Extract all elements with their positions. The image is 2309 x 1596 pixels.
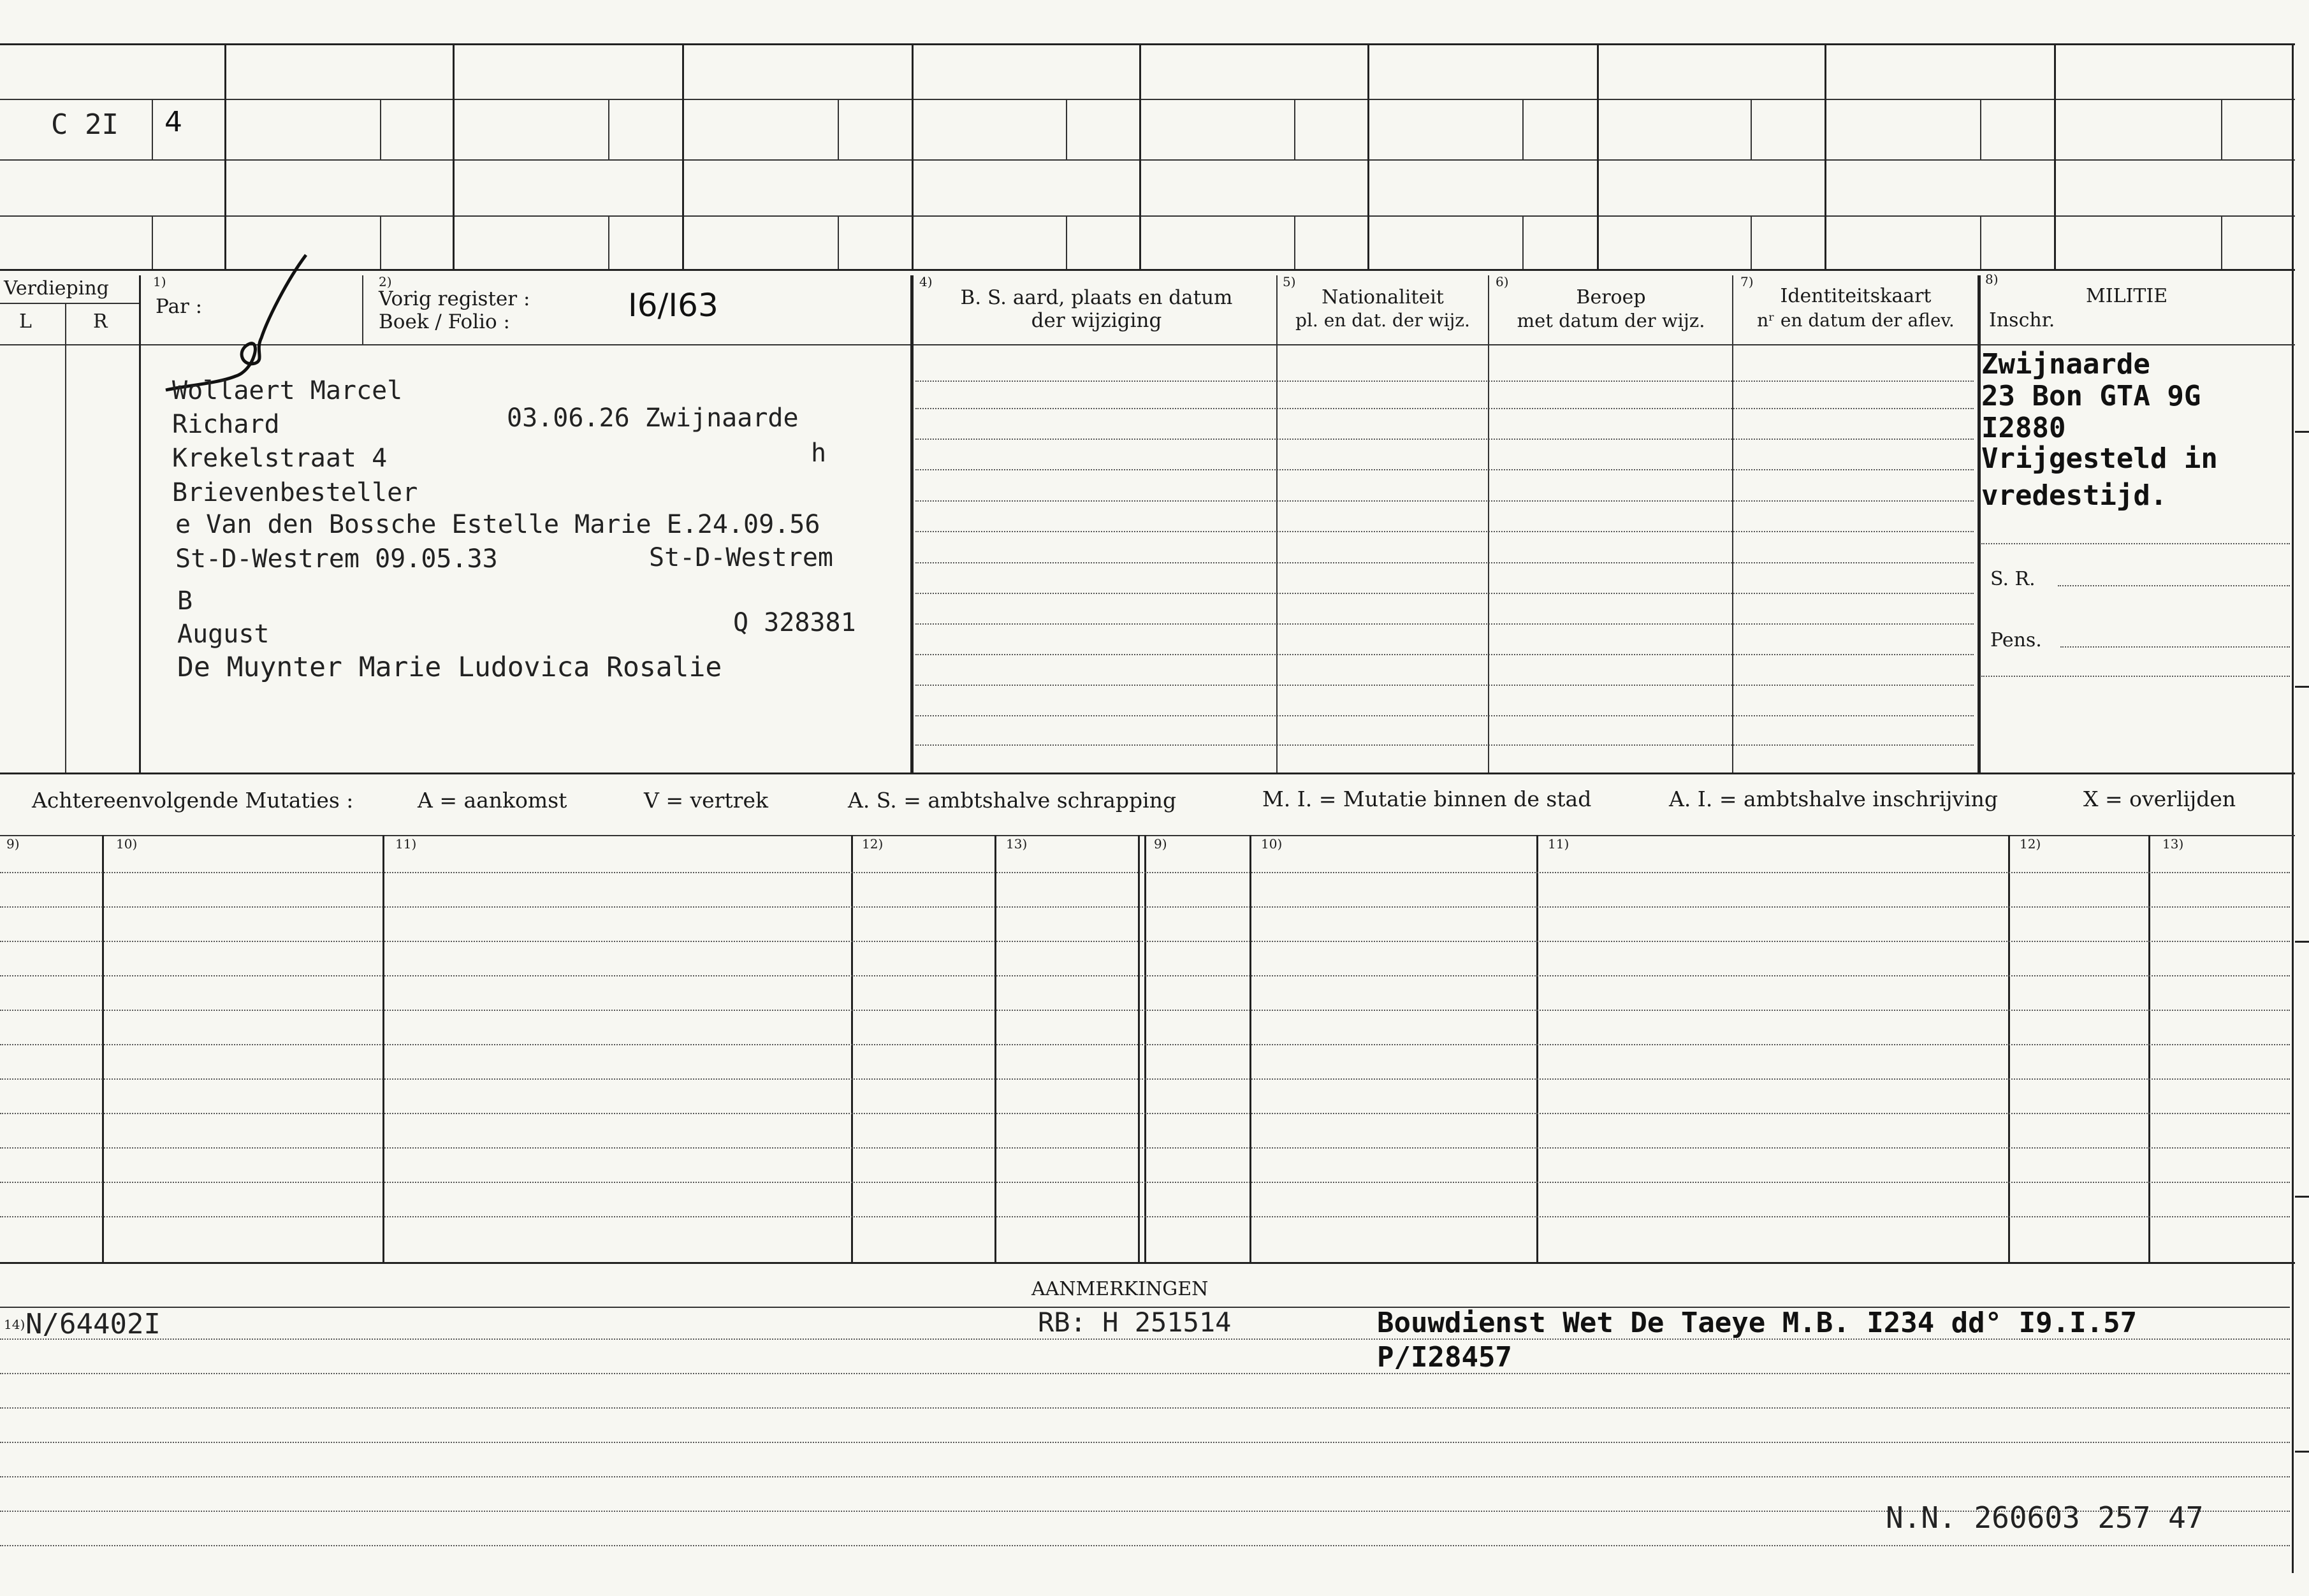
legend-x: X = overlijden [2083,787,2236,811]
col-number-8: 8) [1985,272,1999,287]
militie-line3: I2880 [1981,412,2066,444]
legend-v: V = vertrek [644,788,768,813]
militie-sr-line [2058,585,2290,586]
person-spouse: e Van den Bossche Estelle Marie E.24.09.56 [175,510,820,539]
legend-mi: M. I. = Mutatie binnen de stad [1262,787,1592,811]
person-occupation: Brievenbesteller [172,478,418,507]
remarks-number: 14) [4,1317,25,1332]
vorig-divider [362,275,363,344]
beroep-divider [1488,275,1489,773]
remarks-p-ref: P/I28457 [1377,1341,1512,1374]
remarks-rb: RB: H 251514 [1038,1307,1232,1338]
militie-rule [1981,543,2290,544]
col-l-label: L [19,310,32,333]
mut-col-11b: 11) [1548,836,1570,852]
col-number-7: 7) [1740,274,1754,289]
id-header-line2: nʳ en datum der aflev. [1757,310,1955,331]
inschr-label: Inschr. [1989,309,2055,331]
col-number-5: 5) [1283,274,1296,289]
militie-label: MILITIE [2086,285,2168,307]
person-birth: 03.06.26 Zwijnaarde [507,403,799,433]
id-divider [1732,275,1733,773]
mut-col-10a: 10) [116,836,138,852]
lr-divider [65,303,66,773]
bs-header-line2: der wijziging [1031,309,1162,332]
boek-folio-value: I6/I63 [628,287,718,324]
mut-col-10b: 10) [1261,836,1283,852]
militie-divider [1978,275,1981,773]
mutations-bottom-rule [0,1262,2295,1264]
remarks-nn: N.N. 260603 257 47 [1886,1500,2204,1535]
remarks-bouwdienst: Bouwdienst Wet De Taeye M.B. I234 dd° I9.I.57 [1377,1307,2138,1339]
mut-col-13a: 13) [1006,836,1028,852]
vorig-register-label: Vorig register : [379,287,530,310]
col-number-2: 2) [379,274,392,289]
person-name: Wollaert Marcel [172,376,403,405]
beroep-header-line2: met datum der wijz. [1517,310,1705,331]
militie-sr-label: S. R. [1990,568,2036,590]
verdieping-label: Verdieping [4,277,109,300]
person-h-mark: h [811,439,827,468]
legend-title: Achtereenvolgende Mutaties : [32,788,354,813]
beroep-header-line1: Beroep [1576,286,1646,308]
bs-header-line1: B. S. aard, plaats en datum [960,286,1233,309]
person-spouse-place: St-D-Westrem [649,543,833,572]
boek-folio-label: Boek / Folio : [379,310,510,333]
person-street: Krekelstraat 4 [172,444,388,473]
militie-line5: vredestijd. [1981,479,2167,512]
person-mother: De Muynter Marie Ludovica Rosalie [177,651,722,683]
card-code: C 2I [51,108,119,141]
mut-col-13b: 13) [2162,836,2184,852]
remarks-ref: N/64402I [25,1308,161,1340]
mut-col-12a: 12) [862,836,884,852]
person-b-mark: B [177,586,193,616]
legend-as: A. S. = ambtshalve schrapping [848,788,1177,813]
par-signature [159,242,312,395]
militie-rule2 [1981,676,2290,677]
nat-divider [1276,275,1278,773]
verdieping-rule [0,303,140,304]
legend-ai: A. I. = ambtshalve inschrijving [1669,787,1999,811]
mut-col-11a: 11) [395,836,417,852]
nat-header-line1: Nationaliteit [1322,286,1444,308]
militie-pens-line [2060,646,2290,648]
par-label: Par : [156,295,203,318]
id-header-line1: Identiteitskaart [1780,285,1932,307]
person-father: August [177,620,270,649]
nat-header-line2: pl. en dat. der wijz. [1295,310,1470,331]
col-number-4: 4) [919,274,933,289]
militie-pens-label: Pens. [1990,629,2042,651]
mut-col-9a: 9) [6,836,20,852]
militie-line4: Vrijgesteld in [1981,442,2218,475]
col-number-6: 6) [1496,274,1509,289]
person-section-bottom [0,773,2295,774]
militie-line1: Zwijnaarde [1981,348,2150,381]
person-first-name2: Richard [172,410,280,439]
header-bottom-rule [0,344,2295,345]
legend-a: A = aankomst [418,788,567,813]
militie-line2: 23 Bon GTA 9G [1981,380,2201,412]
mut-col-12b: 12) [2020,836,2041,852]
remarks-title: AANMERKINGEN [1031,1278,1209,1300]
verdieping-divider [139,275,141,773]
person-spouse-birth: St-D-Westrem 09.05.33 [175,544,498,574]
person-id-code: Q 328381 [733,608,856,637]
col-r-label: R [93,310,108,333]
card-sub-number: 4 [164,106,182,138]
col-number-1: 1) [153,274,166,289]
main-divider [910,275,914,773]
mutations-top-rule [0,835,2295,836]
mut-col-9b: 9) [1154,836,1167,852]
